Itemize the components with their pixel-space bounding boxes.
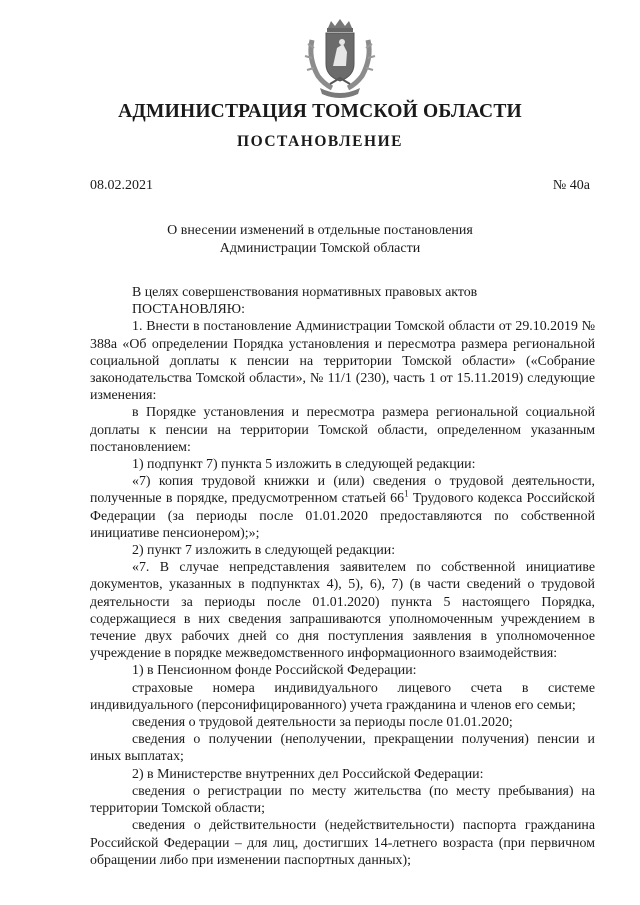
quote-7-part-b: Трудового кодекса Российской Федерации (за периоды после 01.01.2020 предоставляются по собственной инициативе пенсионером);»; bbox=[90, 491, 595, 541]
document-type: ПОСТАНОВЛЕНИЕ bbox=[237, 133, 403, 150]
paragraph-procedure: в Порядке установления и пересмотра размера региональной социальной доплаты к пенсии на территории Томской области, определенном указанным постановлением: bbox=[90, 405, 595, 455]
paragraph-subitem-1: 1) подпункт 7) пункта 5 изложить в следующей редакции: bbox=[132, 457, 476, 473]
document-date: 08.02.2021 bbox=[90, 178, 153, 193]
paragraph-passport: сведения о действительности (недействительности) паспорта гражданина Российской Федерации – для лиц, достигших 14-летнего возраста (при первичном обращении либо при изменении паспортных данных); bbox=[90, 818, 595, 868]
article-superscript: 1 bbox=[404, 488, 409, 499]
paragraph-labor-info: сведения о трудовой деятельности за периоды после 01.01.2020; bbox=[132, 715, 513, 731]
paragraph-subitem-2: 2) пункт 7 изложить в следующей редакции: bbox=[132, 543, 396, 559]
paragraph-preamble: В целях совершенствования нормативных правовых актов bbox=[132, 285, 478, 300]
paragraph-point-7: «7. В случае непредставления заявителем по собственной инициативе документов, указанных в подпунктах 4), 5), 6), 7) (в части сведений о трудовой деятельности за периоды после 01.01.2020) пункта 5 настоящего Порядка, содержащиеся в них сведения запрашиваются уполномоченным учреждением в течение двух рабочих дней со дня поступления заявления в уполномоченное учреждение в порядке межведомственного информационного взаимодействия: bbox=[90, 560, 595, 662]
paragraph-quote-7 bbox=[90, 473, 595, 542]
paragraph-item-1: 1. Внести в постановление Администрации Томской области от 29.10.2019 № 388а «Об определении Порядка установления и пересмотра размера региональной социальной доплаты к пенсии на территории Томской области» («Собрание законодательства Томской области», № 11/1 (230), часть 1 от 15.11.2019) следующие изменения: bbox=[90, 319, 595, 404]
paragraph-insurance-numbers: страховые номера индивидуального лицевого счета в системе индивидуального (персонифицированного) учета гражданина и членов его семьи; bbox=[90, 680, 595, 713]
paragraph-decree: ПОСТАНОВЛЯЮ: bbox=[132, 302, 245, 318]
quote-7-part-a: «7) копия трудовой книжки и (или) сведения о трудовой деятельности, полученные в порядке, предусмотренном статьей 66 bbox=[90, 474, 595, 507]
paragraph-pension-fund: 1) в Пенсионном фонде Российской Федерации: bbox=[132, 663, 417, 679]
organization-title: АДМИНИСТРАЦИЯ ТОМСКОЙ ОБЛАСТИ bbox=[118, 101, 522, 122]
document-subject bbox=[0, 222, 640, 258]
document-number: № 40а bbox=[552, 178, 590, 193]
paragraph-pension-info: сведения о получении (неполучении, прекращении получения) пенсии и иных выплатах; bbox=[90, 732, 595, 765]
paragraph-registration: сведения о регистрации по месту жительства (по месту пребывания) на территории Томской области; bbox=[90, 783, 595, 817]
tomsk-coat-of-arms-icon bbox=[300, 18, 380, 100]
subject-line-2: Администрации Томской области bbox=[219, 241, 421, 256]
paragraph-interior-ministry: 2) в Министерстве внутренних дел Российской Федерации: bbox=[132, 766, 484, 782]
document-body bbox=[90, 284, 595, 869]
subject-line-1: О внесении изменений в отдельные постановления bbox=[167, 223, 473, 238]
